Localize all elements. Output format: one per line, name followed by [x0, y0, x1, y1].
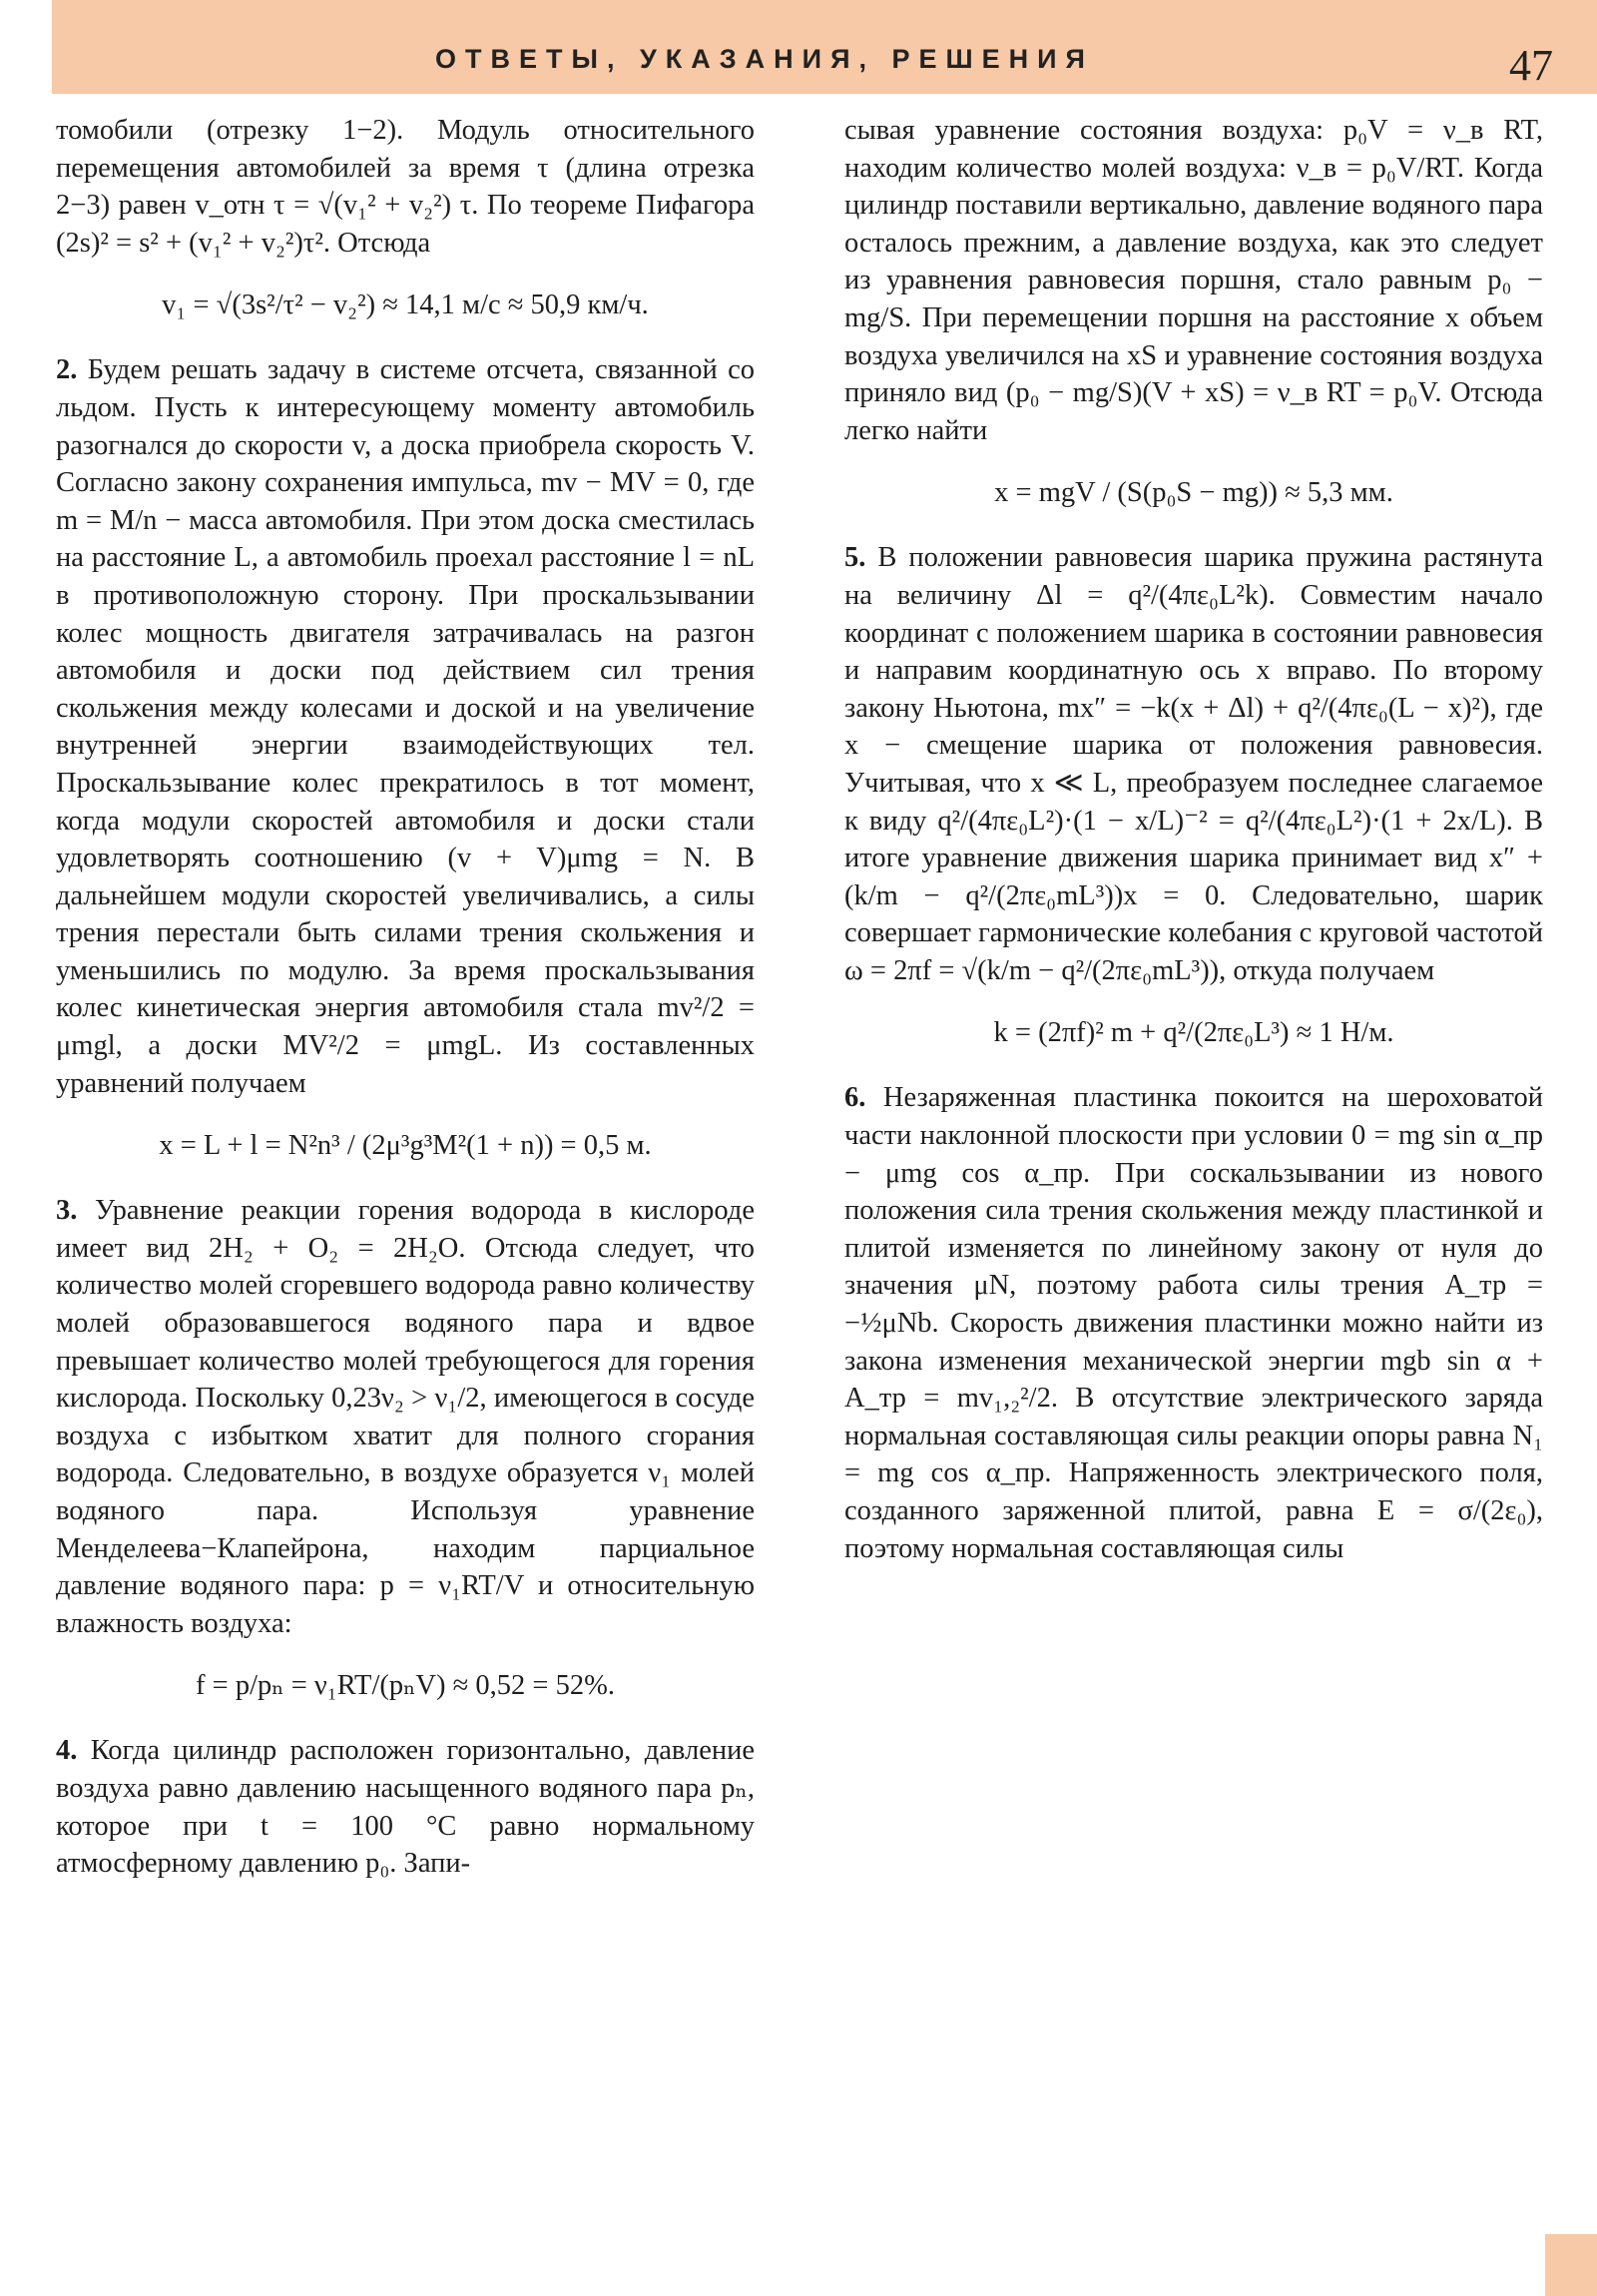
paragraph-5: [844, 539, 1543, 989]
paragraph-2: [56, 351, 755, 1102]
paragraph-4-continuation: сывая уравнение состояния воздуха: p₀V = ν_в RT, находим количество молей воздуха: ν_в = p₀V/RT. Когда цилиндр поставили вертикально, давление водяного пара осталось прежним, а давление воздуха, как это следует из уравнения равновесия поршня, стало равным p₀ − mg/S. При перемещении поршня на расстояние x объем воздуха увеличился на xS и уравнение состояния воздуха приняло вид (p₀ − mg/S)(V + xS) = ν_в RT = p₀V. Отсюда легко найти: [844, 115, 1543, 446]
corner-tab: [1545, 2234, 1597, 2296]
formula-piston-x: x = mgV / (S(p₀S − mg)) ≈ 5,3 мм.: [994, 477, 1393, 509]
paragraph-3-text: Уравнение реакции горения водорода в кислороде имеет вид 2H₂ + O₂ = 2H₂O. Отсюда следует, что количество молей сгоревшего водорода равно количеству молей образовавшегося водяного пара и вдвое превышает количество молей требующегося для горения кислорода. Поскольку 0,23ν₂ > ν₁/2, имеющегося в сосуде воздуха с избытком хватит для полного сгорания водорода. Следовательно, в воздухе образуется ν₁ молей водяного пара. Используя уравнение Менделеева−Клапейрона, находим парциальное давление водяного пара: p = ν₁RT/V и относительную влажность воздуха:: [56, 1195, 756, 1639]
paragraph-6-text: Незаряженная пластинка покоится на шероховатой части наклонной плоскости при условии 0 = mg sin α_пр − μmg cos α_пр. При соскальзывании из нового положения сила трения скольжения между пластинкой и плитой изменяется по линейному закону от нуля до значения μN, поэтому работа силы трения A_тр = −½μNb. Скорость движения пластинки можно найти из закона изменения механической энергии mgb sin α + A_тр = mv₁,₂²/2. В отсутствие электрического заряда нормальная составляющая силы реакции опоры равна N₁ = mg cos α_пр. Напряженность электрического поля, созданного заряженной плитой, равна E = σ/(2ε₀), поэтому нормальная составляющая силы: [844, 1082, 1543, 1564]
problem-number-4: 4.: [56, 1735, 78, 1767]
problem-number-2: 2.: [56, 354, 78, 386]
paragraph-4: [56, 1732, 755, 1882]
header-band: [52, 0, 1597, 94]
formula-humidity: f = p/pₙ = ν₁RT/(pₙV) ≈ 0,52 = 52%.: [196, 1670, 615, 1702]
right-column: [844, 112, 1543, 1567]
formula-spring-k: k = (2πf)² m + q²/(2πε₀L³) ≈ 1 Н/м.: [993, 1017, 1394, 1049]
formula-x-distance: x = L + l = N²n³ / (2μ³g³M²(1 + n)) = 0,5 м.: [159, 1130, 652, 1162]
formula-v1: v₁ = √(3s²/τ² − v₂²) ≈ 14,1 м/с ≈ 50,9 км/ч.: [162, 289, 649, 321]
running-title: ОТВЕТЫ, УКАЗАНИЯ, РЕШЕНИЯ: [435, 44, 1094, 74]
problem-number-3: 3.: [56, 1195, 78, 1227]
problem-number-6: 6.: [844, 1082, 866, 1114]
left-column: [56, 112, 755, 1883]
paragraph-4-text: Когда цилиндр расположен горизонтально, давление воздуха равно давлению насыщенного водяного пара pₙ, которое при t = 100 °C равно нормальному атмосферному давлению p₀. Запи-: [56, 1735, 756, 1880]
paragraph-6: [844, 1079, 1543, 1567]
page-number: 47: [1509, 41, 1553, 90]
paragraph-2-text: Будем решать задачу в системе отсчета, связанной со льдом. Пусть к интересующему моменту автомобиль разогнался до скорости v, а доска приобрела скорость V. Согласно закону сохранения импульса, mv − MV = 0, где m = M/n − масса автомобиля. При этом доска сместилась на расстояние L, а автомобиль проехал расстояние l = nL в противоположную сторону. При проскальзывании колес мощность двигателя затрачивалась на разгон автомобиля и доски под действием сил трения скольжения между колесами и доской и на увеличение внутренней энергии взаимодействующих тел. Проскальзывание колес прекратилось в тот момент, когда модули скоростей автомобиля и доски стали удовлетворять соотношению (v + V)μmg = N. В дальнейшем модули скоростей увеличивались, а силы трения перестали быть силами трения скольжения и уменьшились по модулю. За время проскальзывания колес кинетическая энергия автомобиля стала mv²/2 = μmgl, а доски MV²/2 = μmgL. Из составленных уравнений получаем: [56, 354, 755, 1099]
paragraph-3: [56, 1192, 755, 1642]
paragraph-5-text: В положении равновесия шарика пружина растянута на величину Δl = q²/(4πε₀L²k). Совместим начало координат с положением шарика в состоянии равновесия и направим координатную ось x вправо. По второму закону Ньютона, mx″ = −k(x + Δl) + q²/(4πε₀(L − x)²), где x − смещение шарика от положения равновесия. Учитывая, что x ≪ L, преобразуем последнее слагаемое к виду q²/(4πε₀L²)·(1 − x/L)⁻² = q²/(4πε₀L²)·(1 + 2x/L). В итоге уравнение движения шарика принимает вид x″ + (k/m − q²/(2πε₀mL³))x = 0. Следовательно, шарик совершает гармонические колебания с круговой частотой ω = 2πf = √(k/m − q²/(2πε₀mL³)), откуда получаем: [844, 542, 1543, 986]
problem-number-5: 5.: [844, 542, 866, 574]
paragraph-1-continuation: томобили (отрезку 1−2). Модуль относительного перемещения автомобилей за время τ (длина отрезка 2−3) равен v_отн τ = √(v₁² + v₂²) τ. По теореме Пифагора (2s)² = s² + (v₁² + v₂²)τ². Отсюда: [56, 115, 755, 259]
